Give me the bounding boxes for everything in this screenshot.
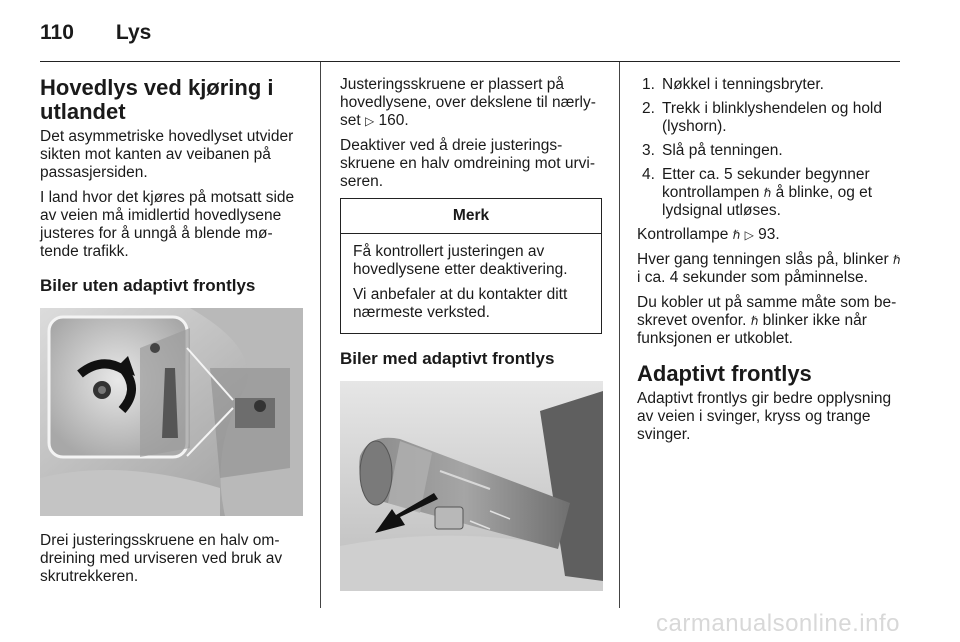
paragraph-reminder: Hver gang tenningen slås på, blinker ℏ i ca. 4 sekunder som påminnelse. xyxy=(637,251,901,286)
note-paragraph-2: Vi anbefaler at du kontakter ditt nærmeste verksted. xyxy=(353,286,568,321)
paragraph-adaptive: Adaptivt frontlys gir bedre opplysning av veien i svinger, kryss og trange svinger. xyxy=(637,390,892,443)
headlight-warning-icon: ℏ xyxy=(763,186,772,200)
page-header xyxy=(40,18,151,48)
paragraph-disable: Du kobler ut på samme måte som beskrevet ovenfor. ℏ blinker ikke når funksjonen er utkoblet. xyxy=(637,294,897,347)
paragraph-asymmetric: Det asymmetriske hovedlyset utvider sikten mot kanten av veibanen på passasjersiden. xyxy=(40,128,294,181)
note-paragraph-1: Få kontrollert justeringen av hovedlysene etter deaktivering. xyxy=(353,243,568,278)
paragraph-deactivate: Deaktiver ved å dreie justeringsskruene en halv omdreining mot urviseren. xyxy=(340,137,596,190)
note-title: Merk xyxy=(341,199,601,234)
page-reference-icon: ▷ xyxy=(365,114,375,128)
photo-caption: Drei justeringsskruene en halv omdreining med urviseren ved bruk av skrutrekkeren. xyxy=(40,532,283,585)
subheading-with-afl: Biler med adaptivt frontlys xyxy=(340,349,555,368)
paragraph-screw-location xyxy=(340,76,604,130)
subheading-without-afl: Biler uten adaptivt frontlys xyxy=(40,276,256,295)
steps-list xyxy=(637,76,903,220)
headlight-warning-icon: ℏ xyxy=(750,314,759,328)
headlight-adjust-photo xyxy=(40,308,303,516)
page-reference-icon: ▷ xyxy=(744,228,754,242)
column-divider-2 xyxy=(619,62,620,608)
section-title: Lys xyxy=(115,21,152,44)
note-body xyxy=(341,234,601,333)
watermark: carmanualsonline.info xyxy=(656,610,900,637)
note-box xyxy=(340,198,602,334)
paragraph-control-lamp: Kontrollampe ℏ ▷ 93. xyxy=(637,226,780,243)
column-divider-1 xyxy=(320,62,321,608)
headlight-warning-icon: ℏ xyxy=(732,228,741,242)
column-left xyxy=(40,76,306,593)
heading-headlights-abroad: Hovedlys ved kjøring i utlandet xyxy=(40,75,274,124)
screw-location-text: Justeringsskruene er plassert på hovedlysene, over dekslene til nærlyset xyxy=(340,76,596,129)
page-number: 110 xyxy=(40,21,74,44)
header-divider xyxy=(40,61,900,62)
list-item: 1. Nøkkel i tenningsbryter. xyxy=(642,76,824,93)
column-middle xyxy=(340,76,604,607)
paragraph-adjust: I land hvor det kjøres på motsatt side av veien må imidlertid hovedlysene justeres for å unngå å blende møtende trafikk. xyxy=(40,189,295,260)
headlight-warning-icon: ℏ xyxy=(892,253,901,267)
indicator-stalk-photo xyxy=(340,381,603,591)
column-right xyxy=(637,76,903,451)
screw-location-ref: 160. xyxy=(378,112,409,129)
list-item: 2. Trekk i blinklyshendelen og hold (lyshorn). xyxy=(642,100,882,135)
heading-adaptive-frontlight: Adaptivt frontlys xyxy=(637,361,812,386)
list-item: 3. Slå på tenningen. xyxy=(642,142,783,159)
list-item: 4. Etter ca. 5 sekunder begynner kontrollampen ℏ å blinke, og et lydsignal utløses. xyxy=(642,166,873,219)
